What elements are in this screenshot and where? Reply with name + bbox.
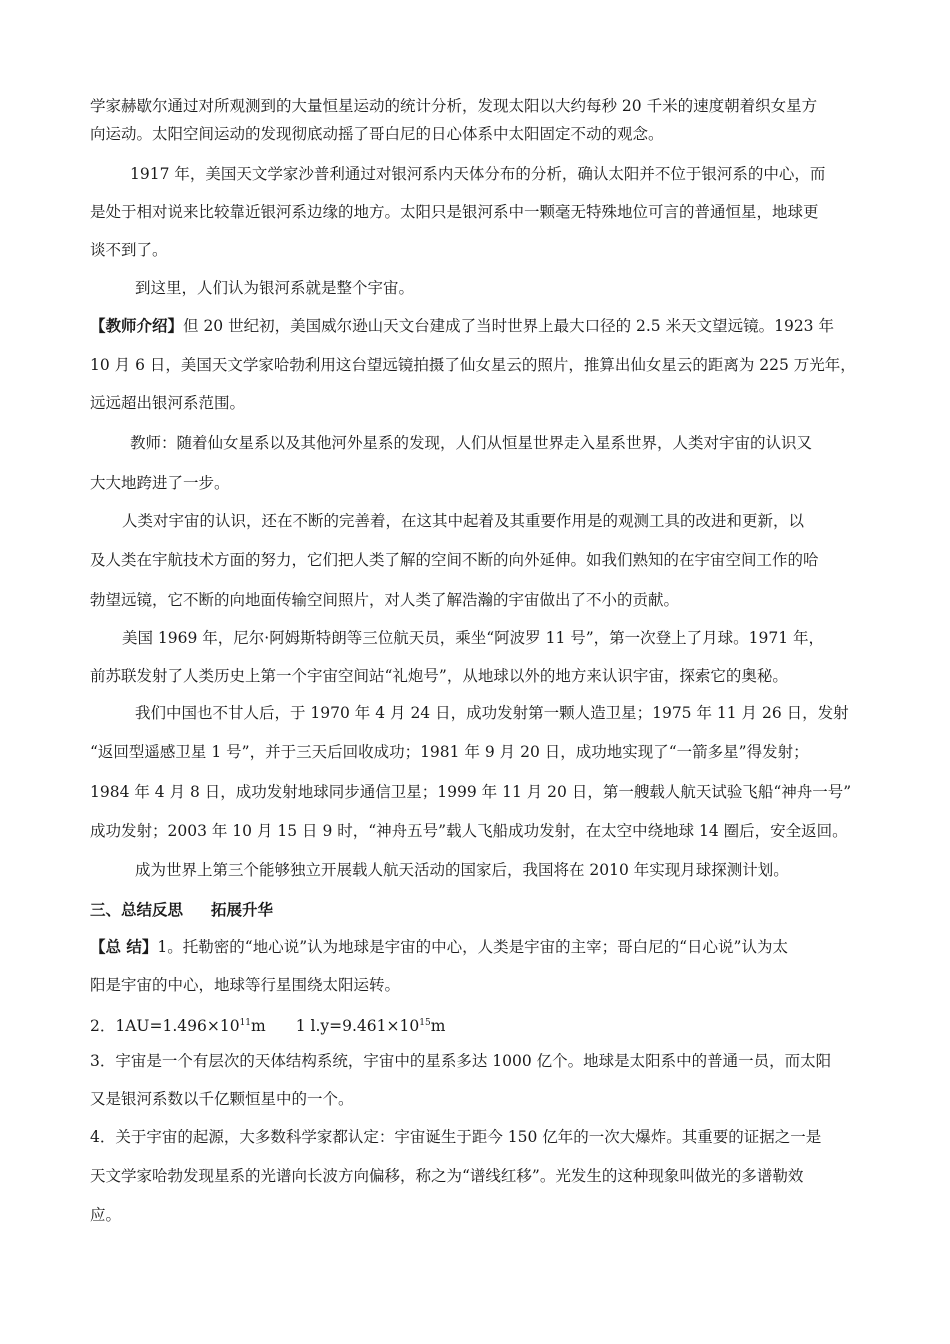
paragraph-line: 前苏联发射了人类历史上第一个宇宙空间站“礼炮号”，从地球以外的地方来认识宇宙，探索它的奥秘。 bbox=[90, 667, 788, 685]
paragraph-line: 教师：随着仙女星系以及其他河外星系的发现，人们从恒星世界走入星系世界，人类对宇宙的认识又 bbox=[130, 434, 813, 452]
paragraph-line: 阳是宇宙的中心，地球等行星围绕太阳运转。 bbox=[90, 976, 401, 994]
paragraph-line: 远远超出银河系范围。 bbox=[90, 394, 246, 412]
ly-exponent: 15 bbox=[419, 1018, 431, 1028]
paragraph-line: 学家赫歇尔通过对所观测到的大量恒星运动的统计分析，发现太阳以大约每秒 20 千米的速度朝着织女星方 bbox=[90, 97, 818, 115]
summary-line bbox=[90, 937, 788, 957]
ly-unit: m bbox=[430, 1017, 446, 1036]
paragraph-line: 大大地跨进了一步。 bbox=[90, 474, 230, 492]
section-heading-part2: 拓展升华 bbox=[211, 900, 274, 919]
paragraph-line: 天文学家哈勃发现星系的光谱向长波方向偏移，称之为“谱线红移”。光发生的这种现象叫做光的多谱勒效 bbox=[90, 1167, 804, 1185]
paragraph-text: 但 20 世纪初，美国威尔逊山天文台建成了当时世界上最大口径的 2.5 米天文望远镜。1923 年 bbox=[183, 317, 834, 335]
paragraph-line: 勃望远镜，它不断的向地面传输空间照片，对人类了解浩瀚的宇宙做出了不小的贡献。 bbox=[90, 591, 680, 609]
section-heading bbox=[90, 900, 273, 920]
paragraph-line: 是处于相对说来比较靠近银河系边缘的地方。太阳只是银河系中一颗毫无特殊地位可言的普通恒星，地球更 bbox=[90, 203, 819, 221]
summary-label: 【总 结】 bbox=[90, 937, 158, 956]
paragraph-line: 向运动。太阳空间运动的发现彻底动摇了哥白尼的日心体系中太阳固定不动的观念。 bbox=[90, 125, 664, 143]
paragraph-line: 1984 年 4 月 8 日，成功发射地球同步通信卫星；1999 年 11 月 20 日，第一艘载人航天试验飞船“神舟一号” bbox=[90, 783, 852, 801]
paragraph-line: “返回型遥感卫星 1 号”，并于三天后回收成功；1981 年 9 月 20 日，成功地实现了“一箭多星”得发射； bbox=[90, 743, 809, 761]
paragraph-line: 应。 bbox=[90, 1206, 122, 1224]
au-exponent: 11 bbox=[239, 1018, 252, 1028]
paragraph-line: 到这里，人们认为银河系就是整个宇宙。 bbox=[135, 279, 415, 297]
paragraph-line: 人类对宇宙的认识，还在不断的完善着，在这其中起着及其重要作用是的观测工具的改进和更新，以 bbox=[122, 512, 805, 530]
section-heading-part1: 三、总结反思 bbox=[90, 900, 184, 919]
teacher-intro-line bbox=[90, 316, 834, 336]
paragraph-line: 1917 年，美国天文学家沙普利通过对银河系内天体分布的分析，确认太阳并不位于银河系的中心，而 bbox=[130, 165, 826, 183]
paragraph-line: 成功发射；2003 年 10 月 15 日 9 时，“神舟五号”载人飞船成功发射，在太空中绕地球 14 圈后，安全返回。 bbox=[90, 822, 848, 840]
ly-formula: 1 l.y=9.461×10 bbox=[295, 1017, 420, 1036]
paragraph-line: 及人类在宇航技术方面的努力，它们把人类了解的空间不断的向外延伸。如我们熟知的在宇宙空间工作的哈 bbox=[90, 551, 819, 569]
teacher-intro-label: 【教师介绍】 bbox=[90, 316, 184, 335]
paragraph-line: 10 月 6 日，美国天文学家哈勃利用这台望远镜拍摄了仙女星云的照片，推算出仙女星云的距离为 225 万光年， bbox=[90, 356, 856, 374]
paragraph-line: 谈不到了。 bbox=[90, 241, 168, 259]
au-formula: 2．1AU=1.496×10 bbox=[90, 1017, 240, 1036]
paragraph-line: 又是银河系数以千亿颗恒星中的一个。 bbox=[90, 1090, 354, 1108]
formula-line bbox=[90, 1013, 445, 1036]
paragraph-text: 1。托勒密的“地心说”认为地球是宇宙的中心，人类是宇宙的主宰；哥白尼的“日心说”认为太 bbox=[157, 938, 788, 956]
paragraph-line: 4．关于宇宙的起源，大多数科学家都认定：宇宙诞生于距今 150 亿年的一次大爆炸。其重要的证据之一是 bbox=[90, 1128, 822, 1146]
paragraph-line: 我们中国也不甘人后，于 1970 年 4 月 24 日，成功发射第一颗人造卫星；1975 年 11 月 26 日，发射 bbox=[135, 704, 849, 722]
paragraph-line: 成为世界上第三个能够独立开展载人航天活动的国家后，我国将在 2010 年实现月球探测计划。 bbox=[135, 861, 789, 879]
paragraph-line: 3．宇宙是一个有层次的天体结构系统，宇宙中的星系多达 1000 亿个。地球是太阳系中的普通一员，而太阳 bbox=[90, 1052, 832, 1070]
au-unit: m bbox=[251, 1017, 266, 1036]
paragraph-line: 美国 1969 年，尼尔·阿姆斯特朗等三位航天员，乘坐“阿波罗 11 号”，第一次登上了月球。1971 年， bbox=[122, 629, 825, 647]
